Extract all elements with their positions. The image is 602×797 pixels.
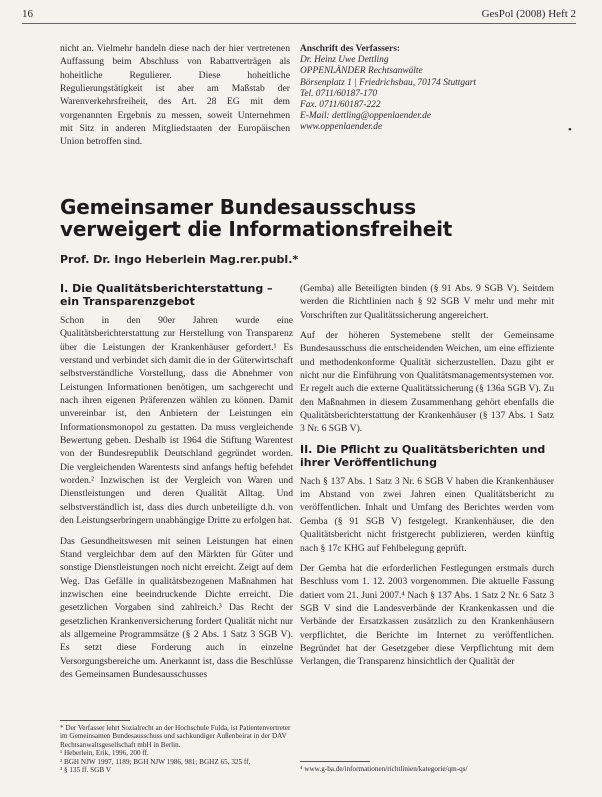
address-line: Fax. 0711/60187-222 [300, 100, 381, 111]
email-link[interactable]: E-Mail: dettling@oppenlaender.de [300, 111, 431, 122]
paragraph: Das Gesundheitswesen mit seinen Leistungen hat einen Stand vergleichbar dem auf den Märkten für Güter und sonstige Dienstleistungen noch nicht erreicht. Zeigt auf dem Weg. Das Gefälle in qualitätsbezogenen Maßnahmen hat inzwischen eine beeindruckende Dichte erreicht. Die gesetzlichen Vorgaben sind zahlreich.³ Das Recht der gesetzlichen Krankenversicherung fordert Qualität nicht nur als allgemeine Programmsätze (§ 2 Abs. 1 Satz 3 SGB V). Es setzt diese Forderung auch in einzelne Versorgungsbereiche um. Anerkannt ist, dass die Beschlüsse des Gemeinsamen Bundesausschusses [60, 535, 293, 680]
footnote: ¹ Heberlein, Erik, 1996, 200 ff. [60, 749, 149, 758]
right-column [300, 282, 554, 676]
paragraph: Nach § 137 Abs. 1 Satz 3 Nr. 6 SGB V haben die Krankenhäuser im Abstand von zwei Jahren einen Qualitätsbericht zu veröffentlichen. Inhalt und Umfang des Berichtes werden vom Gemba (§ 91 SGB V) festgelegt. Krankenhäuser, die den Qualitätsbericht nicht fristgerecht publizieren, werden künftig nach § 17c KHG auf Fehlbelegung geprüft. [300, 475, 554, 554]
running-header [22, 8, 576, 22]
page-number: 16 [22, 8, 33, 20]
bullet-mark: • [568, 124, 572, 136]
previous-article-text [60, 42, 290, 156]
website-link[interactable]: www.oppenlaender.de [300, 122, 383, 133]
paragraph: Schon in den 90er Jahren wurde eine Qualitätsberichterstattung zur Herstellung von Transparenz über die Leistungen der Krankenhäuser gefordert.¹ Es verstand und verbindet sich damit die in der Güterwirtschaft selbstverständliche Vorstellung, dass die Abnehmer von Leistungen Informationen benötigen, um sachgerecht und nach ihren eigenen Präferenzen wählen zu können. Damit unvereinbar ist, den Anbietern der Leistungen ein Informationsmonopol zu gestatten. Da muss vergleichende Bewertung geben. Deshalb ist 1964 die Stiftung Warentest von der Bundesrepublik Deutschland gegründet worden. Die vergleichenden Warentests sind anfangs heftig befehdet worden.² Inzwischen ist der Vergleich von Waren und Dienstleistungen und deren Qualität Alltag. Und selbstverständlich ist, dass dies durch unbeteiligte d.h. von den Leistungserbringern unabhängige Dritte zu erfolgen hat. [60, 315, 293, 527]
address-line: Börsenplatz 1 | Friedrichsbau, 70174 Stuttgart [300, 77, 477, 88]
article-title: Gemeinsamer Bundesausschuss verweigert die Informationsfreiheit [60, 195, 453, 241]
section-heading: II. Die Pflicht zu Qualitätsberichten und ihrer Veröffentlichung [300, 442, 546, 469]
header-rule [22, 23, 576, 24]
footnote: ³ § 135 ff. SGB V [60, 766, 112, 775]
paragraph: Der Gemba hat die erforderlichen Festlegungen erstmals durch Beschluss vom 1. 12. 2003 vorgenommen. Die aktuelle Fassung datiert vom 21. Juni 2007.⁴ Nach § 137 Abs. 1 Satz 2 Nr. 6 Satz 3 SGB V sind die Landesverbände der Krankenkassen und die Verbände der Ersatzkassen zusätzlich zu den Krankenhäusern verpflichtet, die Berichte im Internet zu veröffentlichen. Begründet hat der Gesetzgeber diese Verpflichtung mit dem Verlangen, die Transparenz hinsichtlich der Qualität der [300, 562, 554, 668]
footnote-rule [60, 720, 130, 721]
footnote-rule [300, 761, 370, 762]
left-column [60, 282, 293, 688]
footnote: ² BGH NJW 1997, 1189; BGH NJW 1986, 981; BGHZ 65, 325 ff. [60, 757, 251, 766]
journal-reference: GesPol (2008) Heft 2 [481, 8, 576, 20]
address-line: OPPENLÄNDER Rechtsanwälte [300, 66, 423, 77]
paragraph: Auf der höheren Systemebene stellt der Gemeinsame Bundesausschuss die entscheidenden Weichen, um eine effiziente und methodenkonforme Qualität sicherzustellen. Dazu gibt er nicht nur die Einführung von Qualitätsmanagementsystemen vor. Er regelt auch die externe Qualitätssicherung (§ 136a SGB V). Zu den Maßnahmen in diesem Zusammenhang gehört ebenfalls die Qualitätsberichterstattung der Krankenhäuser (§ 137 Abs. 1 Satz 3 Nr. 6 SGB V). [300, 330, 554, 435]
paragraph: (Gemba) alle Beteiligten binden (§ 91 Abs. 9 SGB V). Seitdem werden die Richtlinien nach § 92 SGB V mehr und mehr mit Vorschriften zur Qualitätssicherung angereichert. [300, 283, 554, 321]
footnotes-left [60, 724, 293, 774]
address-line: Tel. 0711/60187-170 [300, 88, 378, 99]
footnote: * Der Verfasser lehrt Sozialrecht an der Hochschule Fulda, ist Patientenvertreter im Gemeinsamen Bundesausschuss und sachkundiger Außenbeirat in der DAV Rechtsanwaltsgesellschaft mbH in Berlin. [60, 724, 291, 749]
paragraph: nicht an. Vielmehr handeln diese nach der hier vertretenen Auffassung beim Abschluss von Rabattverträgen als hoheitliche Regulierer. Diese hoheitliche Regulierungstätigkeit ist aber am Maßstab der Warenverkehrsfreiheit, des Art. 28 EG mit dem vorgenannten Ergebnis zu messen, soweit Unternehmen mit Sitz in anderen Mitgliedstaaten der Europäischen Union betroffen sind. [60, 43, 290, 148]
footnote-link[interactable]: ⁴ www.g-ba.de/informationen/richtlinien/kategorie/qm-qs/ [300, 765, 468, 773]
footnotes-right [300, 765, 554, 773]
address-heading: Anschrift des Verfassers: [300, 44, 400, 54]
address-line: Dr. Heinz Uwe Dettling [300, 55, 389, 66]
article-author: Prof. Dr. Ingo Heberlein Mag.rer.publ.* [60, 253, 299, 266]
author-address-block [300, 44, 550, 134]
section-heading: I. Die Qualitätsberichterstattung – ein Transparenzgebot [60, 282, 273, 308]
